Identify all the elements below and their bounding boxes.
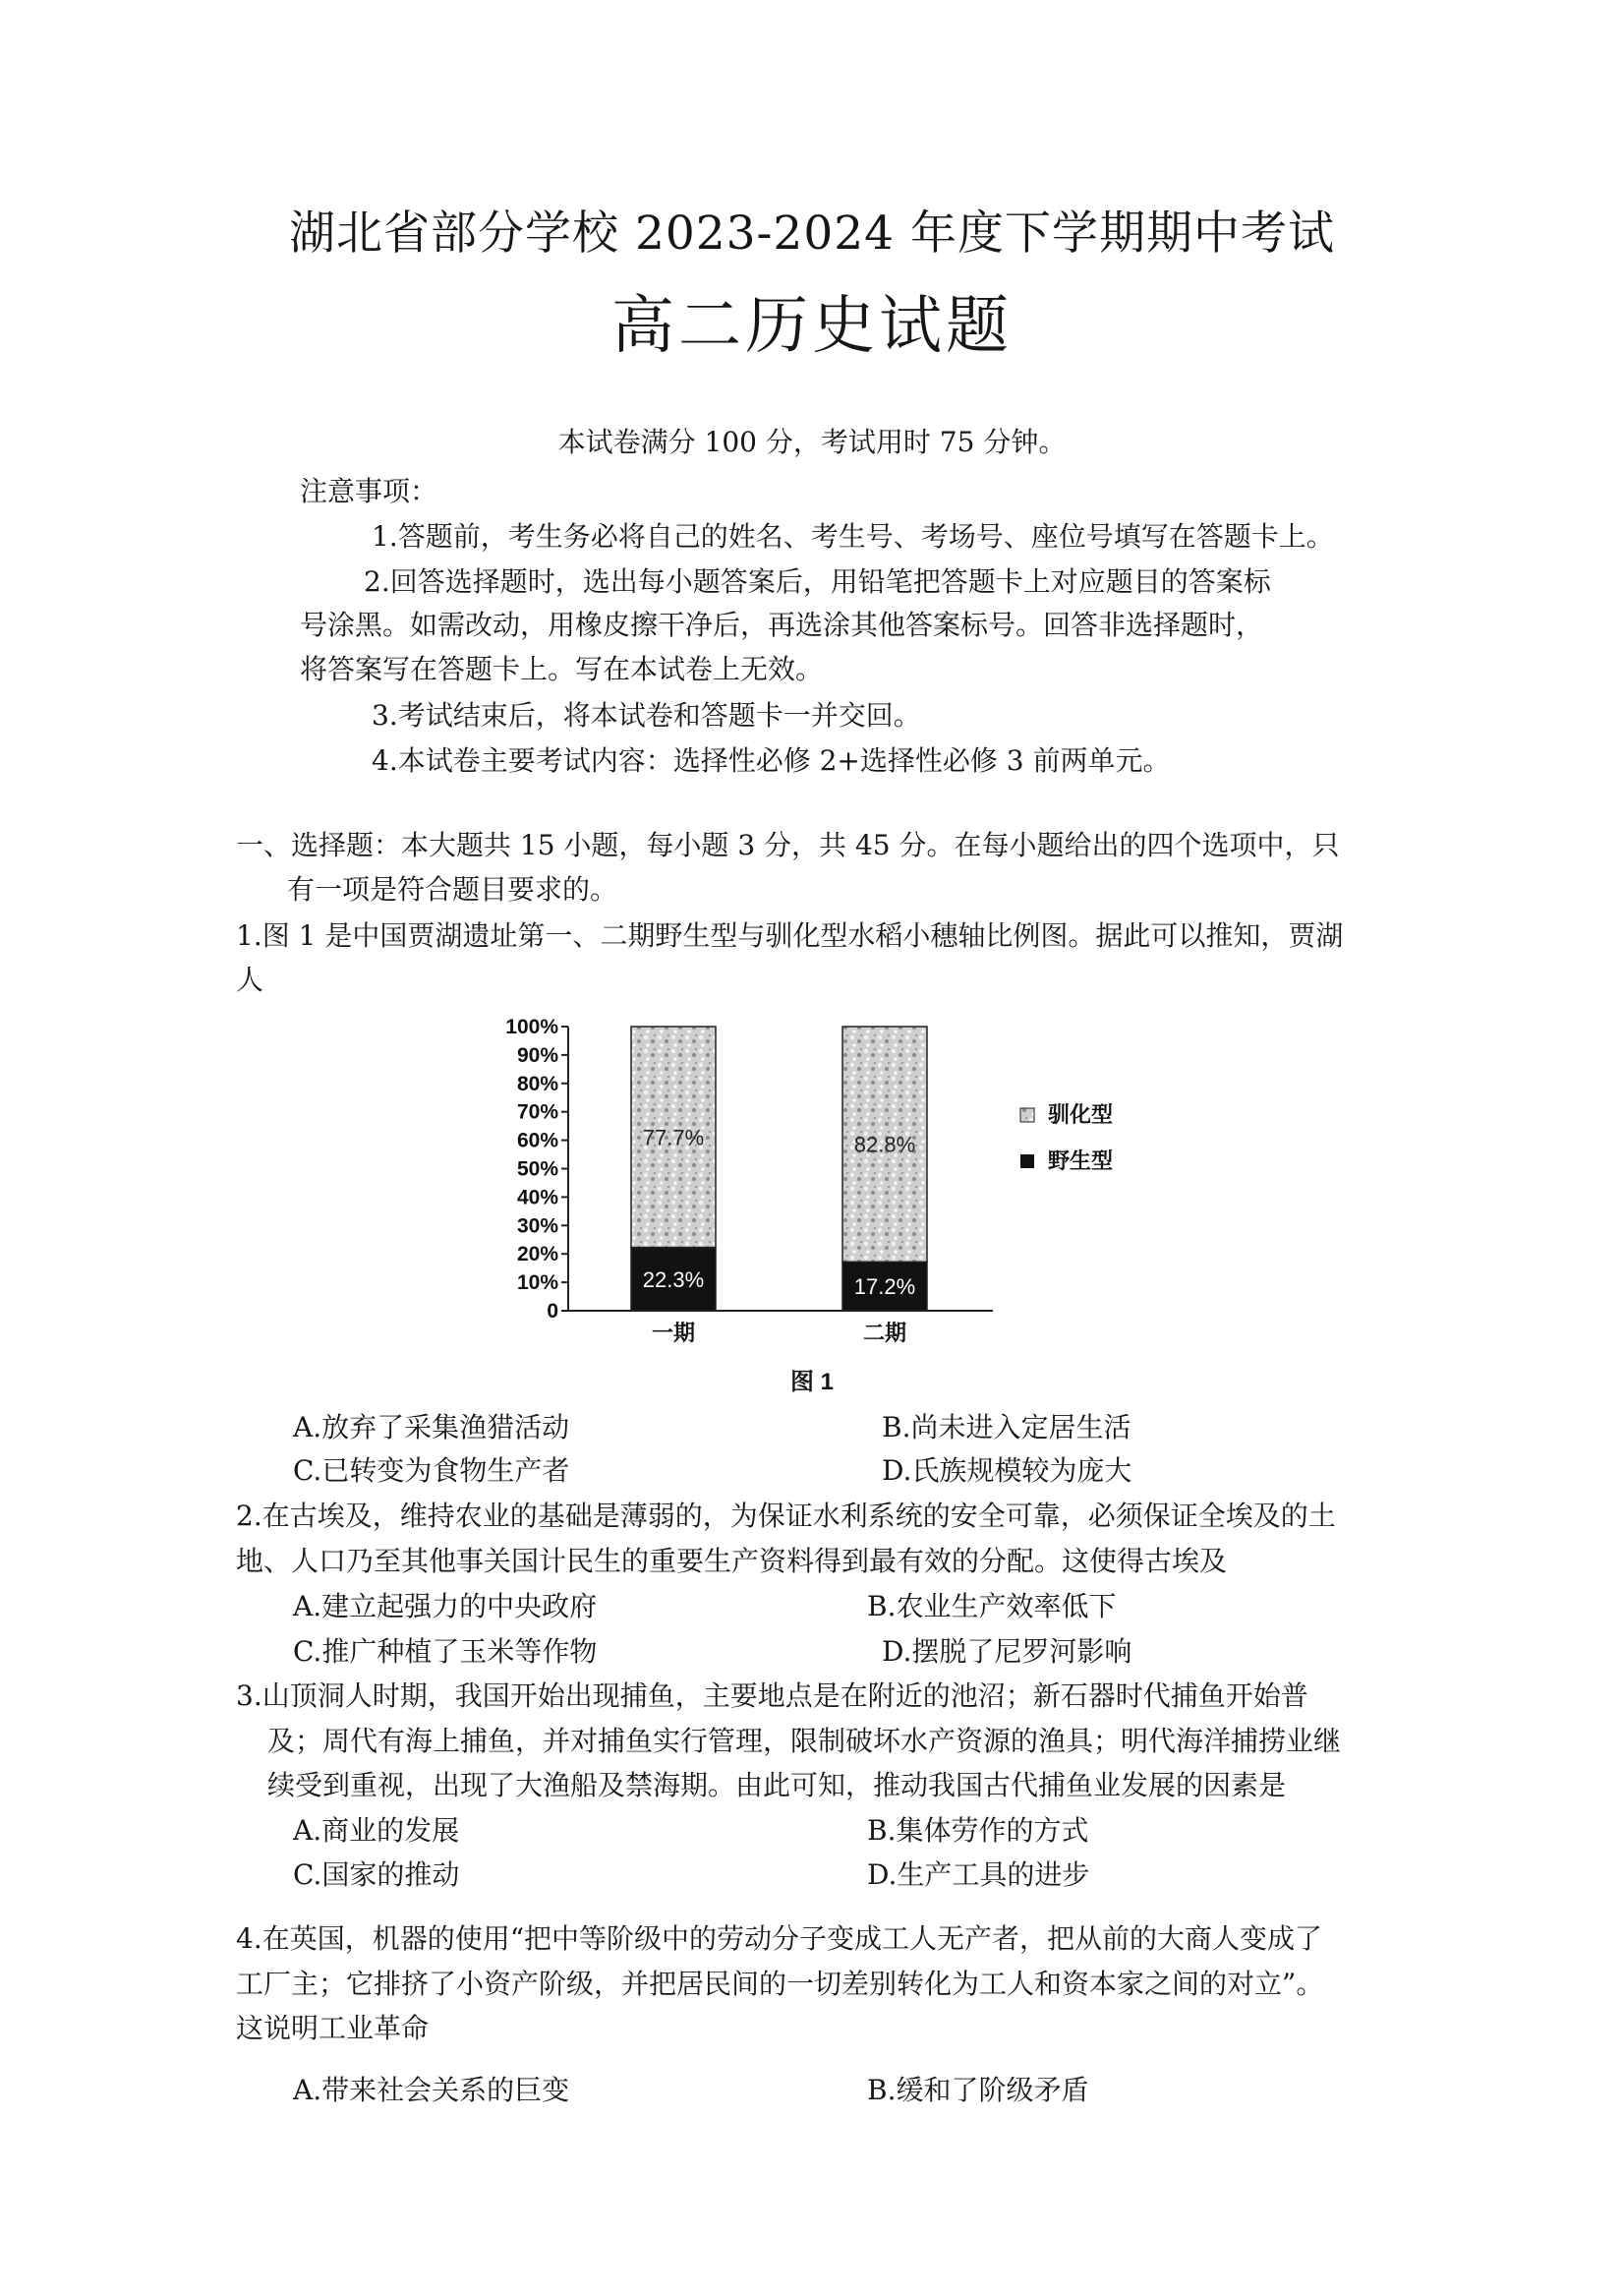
data-label: 77.7% (642, 1125, 705, 1150)
notes-heading: 注意事项： (300, 475, 438, 507)
x-tick-label: 一期 (651, 1321, 696, 1345)
q1-stem-line2: 人 (236, 964, 264, 996)
y-tick-label: 30% (516, 1214, 558, 1238)
section-1-line2: 有一项是符合题目要求的。 (287, 873, 618, 906)
data-label: 22.3% (642, 1266, 705, 1292)
y-tick-label: 70% (516, 1100, 558, 1124)
q3-stem-line3: 续受到重视，出现了大渔船及禁海期。由此可知，推动我国古代捕鱼业发展的因素是 (267, 1769, 1287, 1801)
legend-swatch-domesticated (1020, 1108, 1034, 1122)
legend-label-wild: 野生型 (1048, 1148, 1114, 1173)
note-2-line2: 号涂黑。如需改动，用橡皮擦干净后，再选涂其他答案标号。回答非选择题时， (300, 609, 1264, 641)
exam-subtitle: 高二历史试题 (611, 290, 1013, 363)
q2-stem-line2: 地、人口乃至其他事关国计民生的重要生产资料得到最有效的分配。这使得古埃及 (236, 1545, 1228, 1577)
q1-option-a: A.放弃了采集渔猎活动 (293, 1411, 570, 1443)
y-tick-label: 40% (516, 1186, 558, 1209)
y-tick-label: 100% (505, 1016, 558, 1038)
legend (1020, 1102, 1113, 1173)
y-tick-label: 0 (547, 1300, 558, 1323)
stacked-bar-chart (492, 993, 1180, 1391)
q1-option-d: D.氏族规模较为庞大 (882, 1454, 1132, 1487)
q4-stem-line3: 这说明工业革命 (236, 2012, 430, 2044)
q4-option-b: B.缓和了阶级矛盾 (867, 2074, 1089, 2106)
data-label: 17.2% (853, 1274, 916, 1300)
note-2-line1: 2.回答选择题时，选出每小题答案后，用铅笔把答题卡上对应题目的答案标 (364, 565, 1271, 598)
q1-stem-line1: 1.图 1 是中国贾湖遗址第一、二期野生型与驯化型水稻小穗轴比例图。据此可以推知，贾湖 (236, 919, 1344, 952)
legend-label-domesticated: 驯化型 (1048, 1102, 1114, 1127)
q4-stem-line1: 4.在英国，机器的使用“把中等阶级中的劳动分子变成工人无产者，把从前的大商人变成了 (236, 1922, 1323, 1955)
q2-option-b: B.农业生产效率低下 (867, 1590, 1117, 1622)
q2-option-d: D.摆脱了尼罗河影响 (882, 1635, 1132, 1668)
exam-intro: 本试卷满分 100 分，考试用时 75 分钟。 (557, 426, 1067, 458)
q3-option-d: D.生产工具的进步 (867, 1858, 1090, 1891)
q3-stem-line1: 3.山顶洞人时期，我国开始出现捕鱼，主要地点是在附近的池沼；新石器时代捕鱼开始普 (236, 1679, 1308, 1712)
q3-option-c: C.国家的推动 (293, 1858, 460, 1891)
y-axis-ticks (505, 1016, 568, 1323)
q2-stem-line1: 2.在古埃及，维持农业的基础是薄弱的，为保证水利系统的安全可靠，必须保证全埃及的土 (236, 1500, 1336, 1532)
note-1: 1.答题前，考生务必将自己的姓名、考生号、考场号、座位号填写在答题卡上。 (372, 520, 1334, 553)
note-3: 3.考试结束后，将本试卷和答题卡一并交回。 (372, 699, 921, 732)
y-tick-label: 50% (516, 1157, 558, 1181)
data-label: 82.8% (853, 1132, 916, 1157)
y-tick-label: 10% (516, 1271, 558, 1295)
note-2-line3: 将答案写在答题卡上。写在本试卷上无效。 (300, 653, 824, 685)
section-1-line1: 一、选择题：本大题共 15 小题，每小题 3 分，共 45 分。在每小题给出的四个选项中，只 (236, 829, 1340, 861)
figure-caption: 图 1 (789, 1369, 834, 1395)
q1-option-c: C.已转变为食物生产者 (293, 1454, 570, 1487)
exam-title: 湖北省部分学校 2023-2024 年度下学期期中考试 (289, 206, 1335, 261)
q1-option-b: B.尚未进入定居生活 (882, 1411, 1131, 1443)
q4-stem-line2: 工厂主；它排挤了小资产阶级，并把居民间的一切差别转化为工人和资本家之间的对立”。 (236, 1968, 1324, 2000)
note-4: 4.本试卷主要考试内容：选择性必修 2+选择性必修 3 前两单元。 (372, 744, 1171, 777)
x-tick-label: 二期 (862, 1321, 907, 1345)
y-tick-label: 20% (516, 1243, 558, 1266)
q3-option-b: B.集体劳作的方式 (867, 1814, 1089, 1847)
legend-swatch-wild (1020, 1154, 1034, 1168)
y-tick-label: 90% (516, 1043, 558, 1067)
q3-option-a: A.商业的发展 (293, 1814, 460, 1847)
q3-stem-line2: 及；周代有海上捕鱼，并对捕鱼实行管理，限制破坏水产资源的渔具；明代海洋捕捞业继 (267, 1725, 1342, 1757)
y-tick-label: 80% (516, 1072, 558, 1095)
q2-option-a: A.建立起强力的中央政府 (293, 1590, 598, 1622)
bars (631, 1027, 927, 1345)
q2-option-c: C.推广种植了玉米等作物 (293, 1635, 598, 1668)
q4-option-a: A.带来社会关系的巨变 (293, 2074, 570, 2106)
y-tick-label: 60% (516, 1129, 558, 1152)
